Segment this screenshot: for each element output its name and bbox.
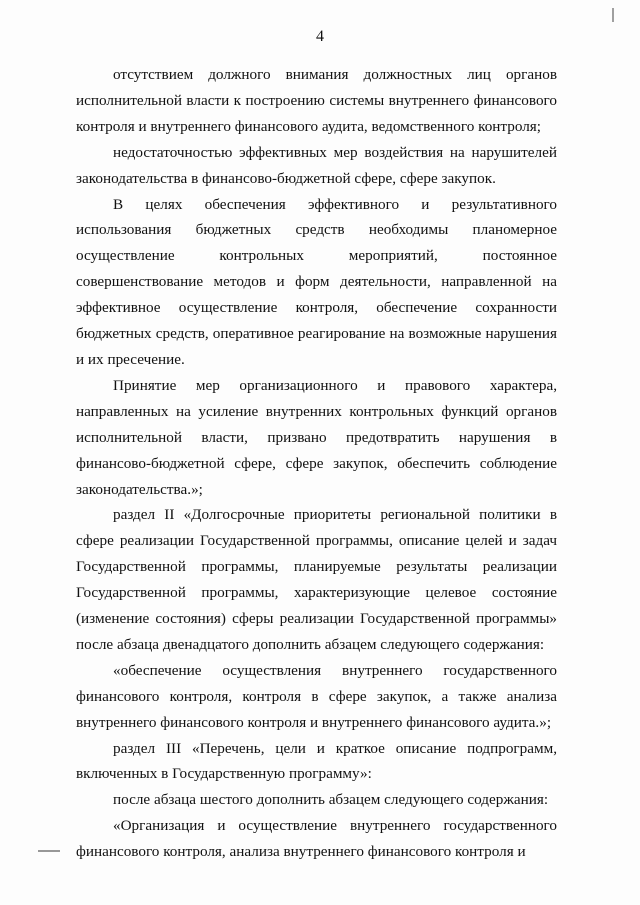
paragraph-8: после абзаца шестого дополнить абзацем следующего содержания: — [113, 791, 549, 809]
page-number: 4 — [316, 28, 324, 45]
scan-artifact-mark — [612, 8, 614, 22]
paragraph-1: отсутствием должного внимания должностных лиц органов исполнительной власти к построению системы внутреннего финансового контроля и внутреннего финансового аудита, ведомственного контроля; — [76, 66, 557, 135]
paragraph-6: «обеспечение осуществления внутреннего государственного финансового контроля, контроля в сфере закупок, а также анализа внутреннего финансового контроля и внутреннего финансового аудита.»; — [76, 661, 557, 731]
paragraph-3: В целях обеспечения эффективного и результативного использования бюджетных средств необходимы планомерное осуществление контрольных мероприятий, постоянное совершенствование методов и форм деятельности, направленной на эффективное осуществление контроля, обеспечение сохранности бюджетных средств, оперативное реагирование на возможные нарушения и их пресечение. — [76, 195, 557, 368]
scan-artifact-dash — [38, 850, 60, 852]
paragraph-4: Принятие мер организационного и правового характера, направленных на усиление внутренних контрольных функций органов исполнительной власти, призвано предотвратить нарушения в финансово-бюджетной сфере, сфере закупок, обеспечить соблюдение законодательства.»; — [76, 376, 557, 498]
paragraph-5: раздел II «Долгосрочные приоритеты региональной политики в сфере реализации Государственной программы, описание целей и задач Государственной программы, планируемые результаты реализации Государственной программы, характеризующие целевое состояние (изменение состояния) сферы реализации Государственной программы» после абзаца двенадцатого дополнить абзацем следующего содержания: — [76, 506, 557, 653]
paragraph-9: «Организация и осуществление внутреннего государственного финансового контроля, анализа внутреннего финансового контроля и — [76, 817, 557, 861]
paragraph-2: недостаточностью эффективных мер воздействия на нарушителей законодательства в финансово-бюджетной сфере, сфере закупок. — [76, 143, 557, 187]
paragraph-7: раздел III «Перечень, цели и краткое описание подпрограмм, включенных в Государственную программу»: — [76, 739, 557, 783]
document-body — [76, 62, 557, 865]
